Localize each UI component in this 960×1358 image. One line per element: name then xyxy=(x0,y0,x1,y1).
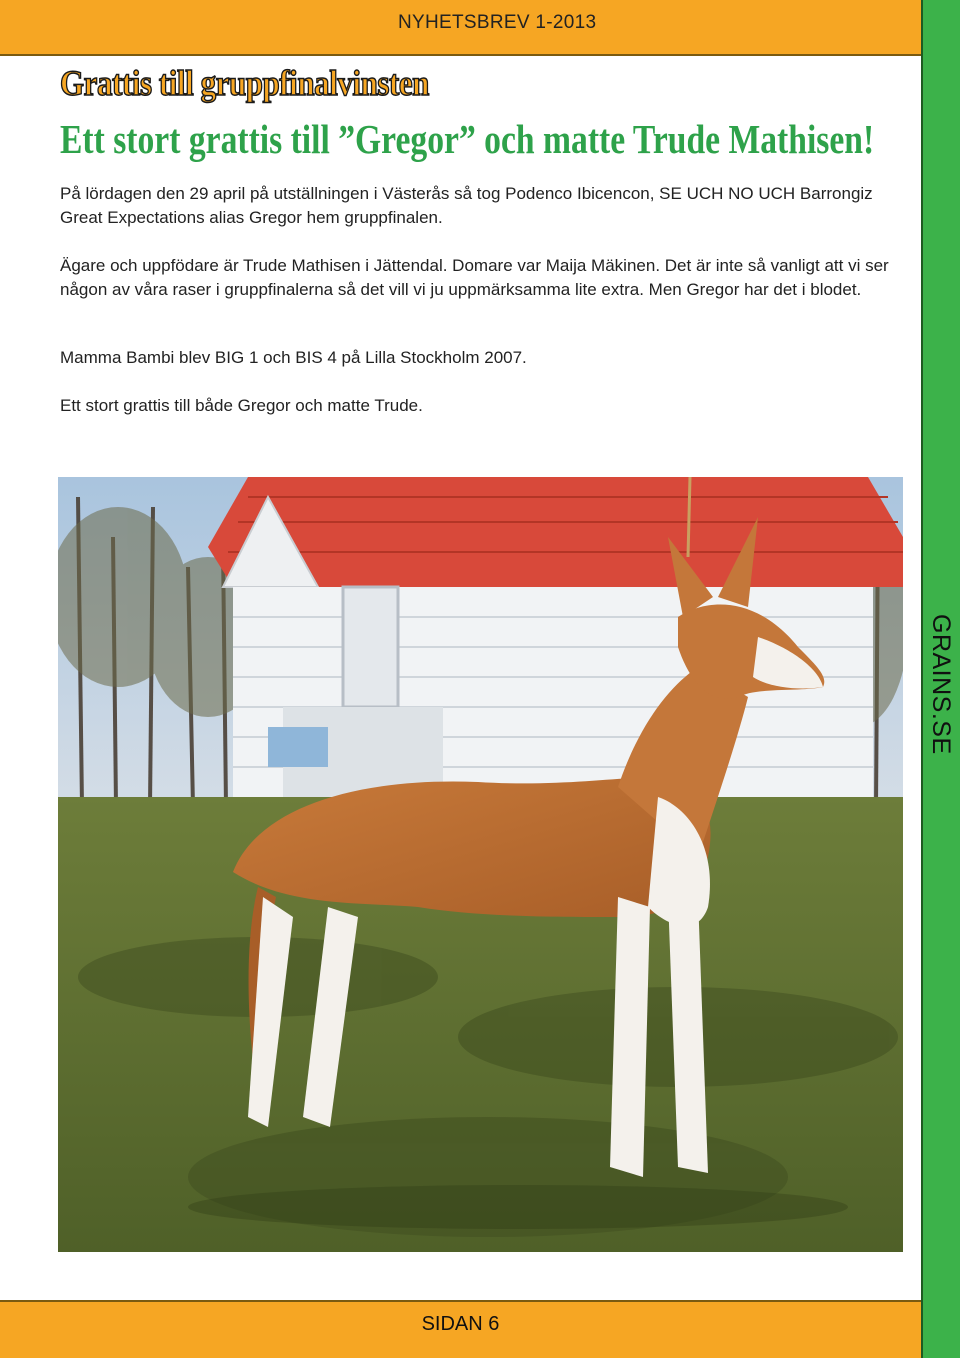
dog-photo-illustration xyxy=(58,477,903,1252)
paragraph-2: Ägare och uppfödare är Trude Mathisen i Jättendal. Domare var Maija Mäkinen. Det är inte så vanligt att vi ser någon av våra raser i gruppfinalerna så det vill vi ju uppmärksamma lite extra. Men Gregor har det i blodet. xyxy=(60,256,889,299)
dog-photo xyxy=(58,477,903,1252)
paragraph-1: På lördagen den 29 april på utställningen i Västerås så tog Podenco Ibicencon, SE UCH NO UCH Barrongiz Great Expectations alias Gregor hem gruppfinalen. xyxy=(60,184,873,227)
headline: Ett stort grattis till ”Gregor” och matte Trude Mathisen! xyxy=(60,116,875,162)
section-title: Grattis till gruppfinalvinsten xyxy=(60,63,429,103)
page-number: SIDAN 6 xyxy=(421,1313,500,1335)
newsletter-issue: NYHETSBREV 1-2013 xyxy=(398,12,597,33)
paragraph-4: Ett stort grattis till både Gregor och matte Trude. xyxy=(60,396,423,415)
paragraph-3: Mamma Bambi blev BIG 1 och BIS 4 på Lilla Stockholm 2007. xyxy=(60,348,527,367)
website-label: GRAINS.SE xyxy=(927,614,955,755)
